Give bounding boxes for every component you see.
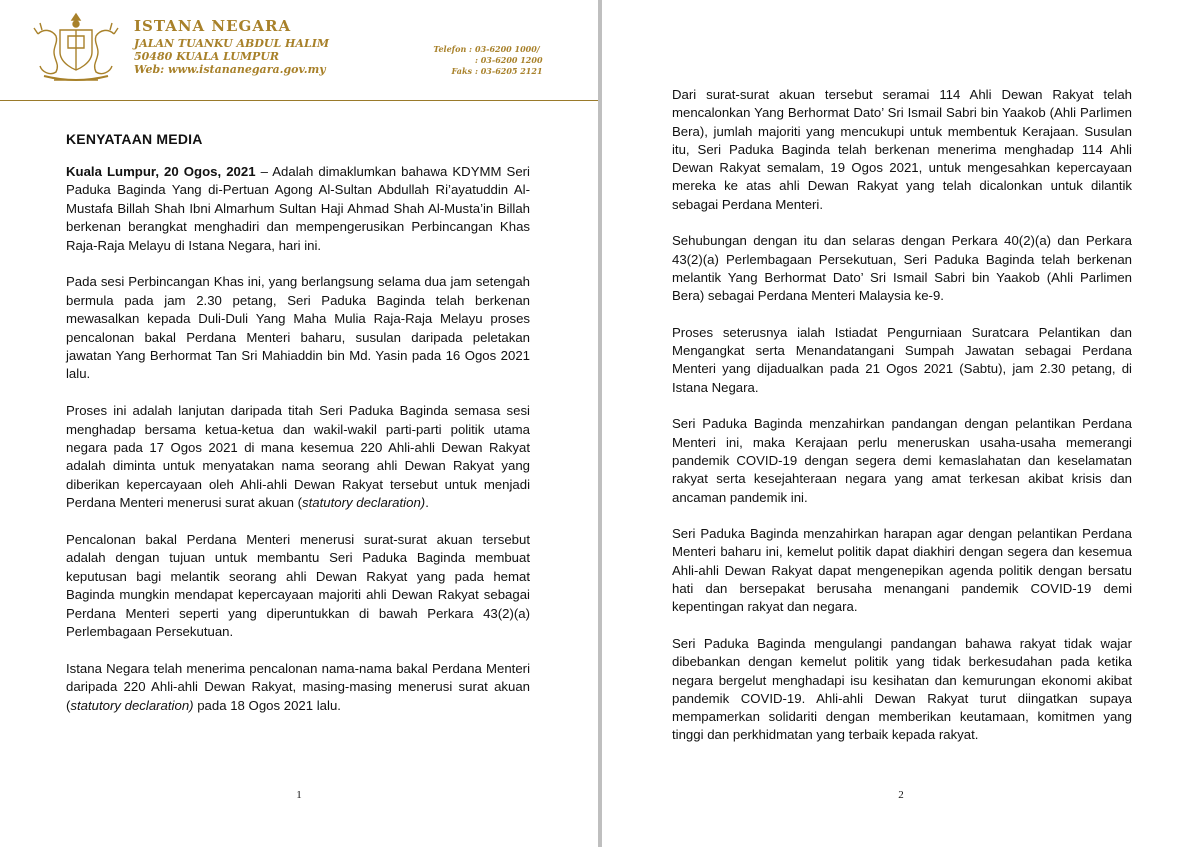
contact-fax-row: [428, 66, 543, 77]
page-number-1: 1: [296, 789, 302, 801]
fax: : 03-6205 2121: [475, 66, 543, 76]
paragraph-2-6: Seri Paduka Baginda mengulangi pandangan bahawa rakyat tidak wajar dibebankan dengan kemelut politik yang tidak berkesudahan pada ketika negara bergelut menghadapi isu kesihatan dan kemurungan ekonomi akibat pandemik COVID-19. Ahli-ahli Dewan Rakyat turut diingatkan supaya mempamerkan solidariti dengan memberikan keutamaan, komitmen yang tinggi dan perkhidmatan yang terbaik kepada rakyat.: [672, 635, 1132, 743]
paragraph-2-2: Sehubungan dengan itu dan selaras dengan Perkara 40(2)(a) dan Perkara 43(2)(a) Perlembagaan Persekutuan, Seri Paduka Baginda telah berkenan melantik Yang Berhormat Dato’ Sri Ismail Sabri bin Yaakob (Ahli Parlimen Bera) sebagai Perdana Menteri Malaysia ke-9.: [672, 233, 1132, 304]
paragraph-1-3-text: Proses ini adalah lanjutan daripada titah Seri Paduka Baginda semasa sesi menghadap bersama ketua-ketua dan wakil-wakil parti-parti politik utama negara pada 17 Ogos 2021 di mana kesemua 220 Ahli-ahli Dewan Rakyat adalah diminta untuk menyatakan nama seorang ahli Dewan Rakyat yang diberikan kepercayaan oleh Ahli-ahli Dewan Rakyat tersebut untuk menjadi Perdana Menteri menerusi surat akuan (: [66, 403, 530, 511]
page-number-2: 2: [898, 789, 904, 801]
paragraph-1-5: [66, 660, 530, 715]
paragraph-2-5: Seri Paduka Baginda menzahirkan harapan agar dengan pelantikan Perdana Menteri baharu ini, kemelut politik dapat diakhiri dengan segera dan kesemua Ahli-ahli Dewan Rakyat dapat mengenepikan agenda politik dengan bersatu hati dan bersepakat berusaha menangani pandemik COVID-19 demi kepentingan rakyat dan negara.: [672, 526, 1132, 615]
tel-2: : 03-6200 1200: [475, 55, 543, 65]
paragraph-1-5-italic: statutory declaration): [70, 697, 194, 713]
paragraph-2-4: Seri Paduka Baginda menzahirkan pandangan dengan pelantikan Perdana Menteri ini, maka Kerajaan perlu meneruskan usaha-usaha memerangi pandemik COVID-19 dengan segera demi kemaslahatan dan keselamatan rakyat serta kesejahteraan negara yang amat terkesan akibat krisis dan ancaman pandemik ini.: [672, 416, 1132, 505]
paragraph-1-5-end: pada 18 Ogos 2021 lalu.: [193, 697, 341, 713]
paragraph-1-3-end: .: [425, 495, 429, 511]
contact-tel-row: [428, 44, 543, 55]
letterhead-address-1: JALAN TUANKU ABDUL HALIM: [134, 37, 330, 50]
letterhead-contact: [428, 44, 543, 77]
letterhead-text: [134, 18, 329, 76]
paragraph-2-3: Proses seterusnya ialah Istiadat Pengurniaan Suratcara Pelantikan dan Mengangkat serta Menandatangani Sumpah Jawatan sebagai Perdana Menteri yang dijadualkan pada 21 Ogos 2021 (Sabtu), jam 2.30 petang, di Istana Negara.: [672, 324, 1132, 395]
paragraph-2-1: Dari surat-surat akuan tersebut seramai 114 Ahli Dewan Rakyat telah mencalonkan Yang Berhormat Dato’ Sri Ismail Sabri bin Yaakob (Ahli Parlimen Bera), jumlah majoriti yang mencukupi untuk membentuk Kerajaan. Susulan itu, Seri Paduka Baginda telah berkenan menerima menghadap 114 Ahli Dewan Rakyat semalam, 19 Ogos 2021, untuk mengesahkan kepercayaan mereka ke atas ahli Dewan Rakyat yang telah dicalonkan untuk dilantik sebagai Perdana Menteri.: [672, 87, 1132, 212]
royal-crest-icon: [24, 10, 128, 84]
dateline: Kuala Lumpur, 20 Ogos, 2021: [66, 164, 256, 179]
tel-label: Telefon :: [433, 44, 472, 54]
letterhead: [0, 0, 598, 101]
paragraph-1-3-italic: statutory declaration): [302, 495, 426, 511]
letterhead-title: ISTANA NEGARA: [134, 17, 292, 35]
paragraph-1-4: Pencalonan bakal Perdana Menteri menerusi surat-surat akuan tersebut adalah dengan tujuan untuk membantu Seri Paduka Baginda membuat keputusan bagi melantik seorang ahli Dewan Rakyat yang pada hemat Baginda mungkin mendapat kepercayaan majoriti ahli Dewan Rakyat sebagai Perdana Menteri seperti yang diperuntukkan di bawah Perkara 43(2)(a) Perlembagaan Persekutuan.: [66, 532, 530, 640]
contact-tel2-row: [428, 55, 543, 66]
letterhead-address-2: 50480 KUALA LUMPUR: [134, 50, 280, 63]
paragraph-1-5-text: Istana Negara telah menerima pencalonan nama-nama bakal Perdana Menteri daripada 220 Ahli-ahli Dewan Rakyat, masing-masing menerusi surat akuan (: [66, 660, 530, 713]
paragraph-1-1-text: – Adalah dimaklumkan bahawa KDYMM Seri Paduka Baginda Yang di-Pertuan Agong Al-Sultan Abdullah Ri’ayatuddin Al-Mustafa Billah Shah Ibni Almarhum Sultan Haji Ahmad Shah Al-Musta’in Billah berkenan berangkat menghadiri dan mempengerusikan Perbincangan Khas Raja-Raja Melayu di Istana Negara, hari ini.: [66, 164, 530, 253]
document-heading: KENYATAAN MEDIA: [66, 131, 203, 147]
fax-label: Faks: [451, 66, 472, 76]
letterhead-web: Web: www.istananegara.gov.my: [134, 63, 326, 76]
document-page-2: [602, 0, 1200, 847]
paragraph-1-2: Pada sesi Perbincangan Khas ini, yang berlangsung selama dua jam setengah bermula pada jam 2.30 petang, Seri Paduka Baginda telah berkenan mewasalkan kepada Duli-Duli Yang Maha Mulia Raja-Raja Melayu proses pencalonan bakal Perdana Menteri baharu, susulan daripada peletakan jawatan Yang Berhormat Tan Sri Mahiaddin bin Md. Yasin pada 16 Ogos 2021 lalu.: [66, 274, 530, 382]
tel-1: 03-6200 1000/: [475, 44, 540, 54]
paragraph-1-3: [66, 402, 530, 512]
document-page-1: [0, 0, 598, 847]
paragraph-1-1: [66, 163, 530, 255]
page-2-content: [672, 0, 1132, 745]
